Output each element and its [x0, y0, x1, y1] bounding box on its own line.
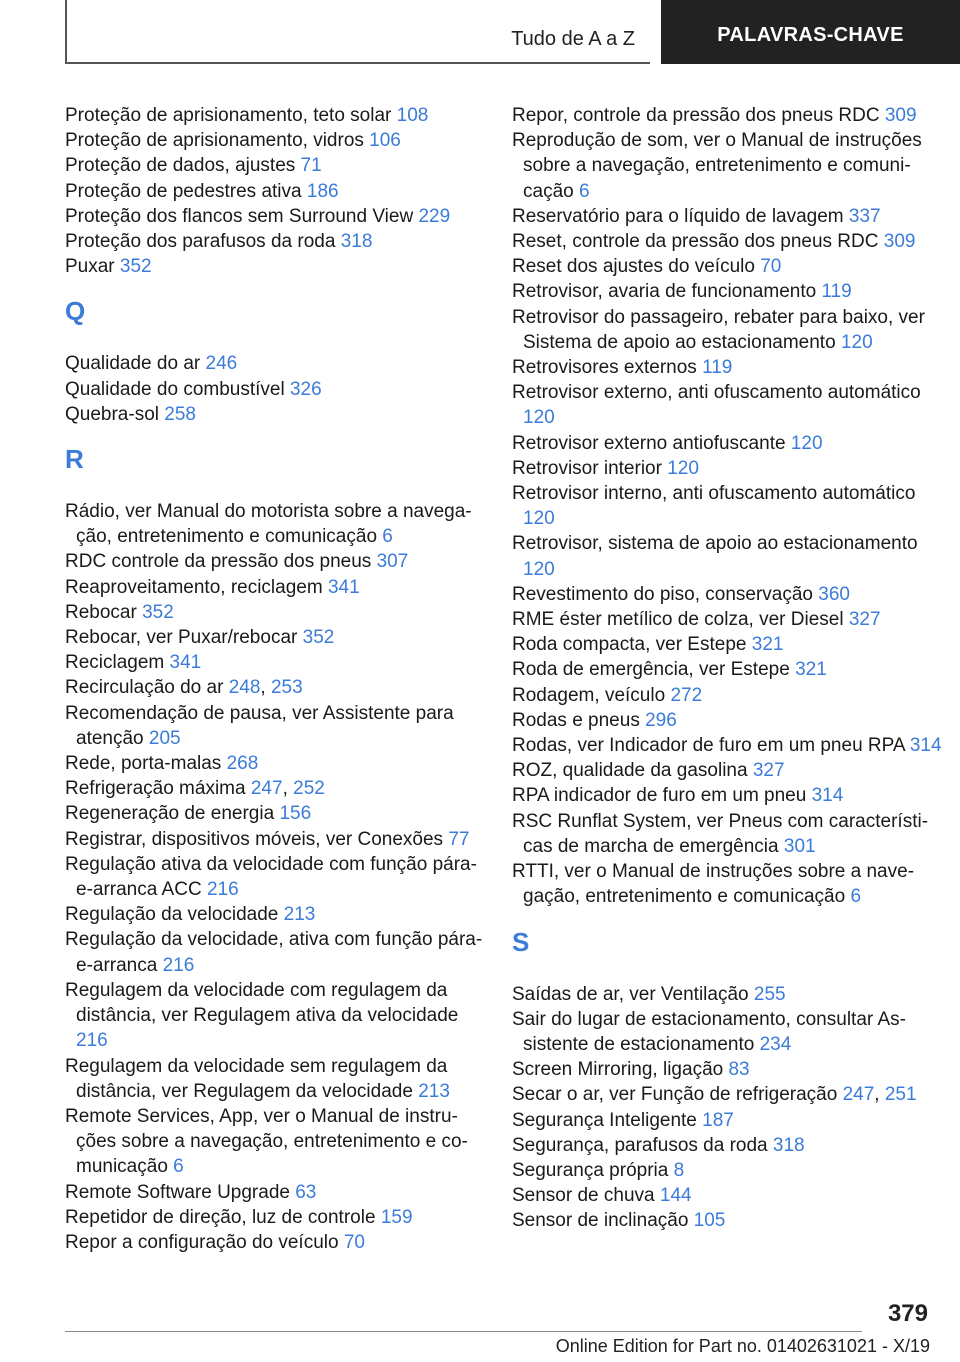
page-reference-link[interactable]: 120 — [523, 508, 555, 530]
page-reference-link[interactable]: 108 — [396, 105, 429, 126]
index-entry-text: Quebra-sol — [65, 403, 159, 425]
page-reference-link[interactable]: 216 — [76, 1030, 108, 1052]
index-entry-text: ROZ, qualidade da gasolina — [512, 760, 748, 782]
index-entry-text: Rodas e pneus — [512, 709, 640, 731]
page-reference-link[interactable]: 120 — [790, 432, 823, 454]
index-entry-text: Rebocar, ver Puxar/rebocar — [65, 627, 298, 649]
page-reference-link[interactable]: 307 — [376, 551, 409, 573]
index-entry — [512, 481, 942, 531]
index-entry — [512, 1133, 942, 1158]
page-reference-link[interactable]: 272 — [670, 684, 703, 706]
page-reference-link[interactable]: 187 — [702, 1109, 734, 1131]
page-reference-link[interactable]: 186 — [306, 180, 339, 202]
page-reference-link[interactable]: 77 — [448, 828, 470, 850]
index-entry — [512, 1158, 942, 1183]
index-entry-text: Reaproveitamento, reciclagem — [65, 576, 323, 598]
index-entry-text: Retrovisor externo, anti ofuscamento automático — [512, 382, 921, 404]
page-reference-link[interactable]: 229 — [418, 205, 451, 227]
index-entry — [512, 708, 942, 733]
page-reference-link[interactable]: 268 — [226, 753, 259, 775]
index-entry — [65, 1205, 490, 1230]
index-entry-text: Sensor de chuva — [512, 1185, 655, 1207]
index-entry — [512, 279, 942, 304]
index-entry — [65, 1054, 490, 1104]
footer-edition: Online Edition for Part no. 01402631021 - X/19 — [555, 1336, 930, 1356]
page-reference-link[interactable]: 120 — [667, 457, 699, 479]
page-reference-link[interactable]: 70 — [343, 1231, 365, 1253]
index-entry-text: RME éster metílico de colza, ver Diesel — [512, 609, 844, 631]
page-reference-link[interactable]: 119 — [821, 281, 852, 303]
index-entry — [512, 1183, 942, 1208]
index-entry-text: Secar o ar, ver Função de refrigeração — [512, 1084, 838, 1106]
page-reference-link[interactable]: 234 — [759, 1033, 792, 1055]
index-entry — [512, 103, 942, 128]
index-entry — [512, 355, 942, 380]
index-entry-text: Regulação da velocidade, ativa com função pára-e-arranca — [65, 929, 483, 976]
page-reference-link[interactable]: 296 — [645, 709, 677, 731]
chapter-tab — [661, 0, 960, 64]
index-entry-text: Proteção dos flancos sem Surround View — [65, 205, 414, 227]
index-entry-text: Reservatório para o líquido de lavagem — [512, 205, 844, 227]
index-entry: Secar o ar, ver Função de refrigeração 247, 251 — [512, 1084, 917, 1106]
page-reference-link[interactable]: 120 — [523, 558, 555, 580]
index-entry-text: Retrovisor, avaria de funcionamento — [512, 281, 817, 303]
index-entry — [512, 531, 942, 581]
page-reference-link[interactable]: 205 — [148, 727, 181, 749]
page-reference-link[interactable]: 105 — [693, 1210, 726, 1232]
page-reference-link[interactable]: 247 — [842, 1084, 875, 1106]
index-entry — [65, 827, 490, 852]
page-reference-link[interactable]: 6 — [850, 886, 862, 908]
index-entry-text: Reciclagem — [65, 652, 165, 674]
index-entry-text: Sensor de inclinação — [512, 1210, 689, 1232]
index-letter-heading: R — [65, 444, 84, 475]
page-reference-link[interactable]: 70 — [760, 256, 782, 278]
page-reference-link[interactable]: 6 — [578, 180, 590, 202]
index-entry — [65, 153, 490, 178]
index-entry — [512, 809, 942, 859]
index-entry — [512, 733, 942, 758]
page-reference-link[interactable]: 352 — [142, 601, 174, 623]
index-entry-text: Rebocar — [65, 601, 137, 623]
index-entry — [512, 204, 942, 229]
index-entry: Refrigeração máxima 247, 252 — [65, 778, 325, 800]
index-entry — [65, 600, 490, 625]
index-entry-text: Proteção de dados, ajustes — [65, 155, 296, 177]
index-entry-text: Regeneração de energia — [65, 803, 275, 825]
index-entry — [65, 1104, 490, 1180]
footer-rule — [65, 1331, 862, 1332]
index-entry — [65, 1180, 490, 1205]
index-entry-text: Rádio, ver Manual do motorista sobre a navegação, entretenimento e comunicação — [65, 501, 472, 548]
index-entry-text: Rodagem, veículo — [512, 684, 666, 706]
index-entry — [512, 582, 942, 607]
index-letter-heading: Q — [65, 296, 86, 327]
index-entry — [512, 128, 942, 204]
index-entry-text: Regulação ativa da velocidade com função pára-e-arranca ACC — [65, 853, 477, 901]
page-reference-link[interactable]: 314 — [909, 735, 942, 757]
page-reference-link[interactable]: 252 — [293, 778, 325, 800]
page-reference-link[interactable]: 321 — [795, 659, 827, 681]
index-entry — [512, 982, 942, 1007]
index-entry-text: Remote Services, App, ver o Manual de instruções sobre a navegação, entretenimento e comunicação — [65, 1105, 468, 1178]
index-entry-text: Retrovisor interno, anti ofuscamento automático — [512, 483, 916, 505]
index-entry-text: Regulagem da velocidade com regulagem da distância, ver Regulagem ativa da velocidade — [65, 979, 459, 1027]
page-reference-link[interactable]: 83 — [728, 1059, 750, 1081]
index-entry-text: Sair do lugar de estacionamento, consultar Assistente de estacionamento — [512, 1008, 906, 1055]
index-entry-text: Retrovisor interior — [512, 457, 662, 479]
page-reference-link[interactable]: 318 — [340, 231, 373, 253]
page-reference-link[interactable]: 247 — [250, 778, 283, 800]
index-entry-text: Retrovisor externo antiofuscante — [512, 432, 786, 454]
index-entry — [65, 978, 490, 1054]
page-reference-link[interactable]: 120 — [523, 407, 555, 429]
page-reference-link[interactable]: 341 — [327, 576, 360, 598]
index-entry — [65, 179, 490, 204]
index-entry — [512, 859, 942, 909]
index-entry-text: Saídas de ar, ver Ventilação — [512, 983, 749, 1005]
page-number: 379 — [887, 1300, 928, 1327]
page-reference-link[interactable]: 352 — [302, 627, 335, 649]
index-entry — [65, 650, 490, 675]
page-reference-link[interactable]: 360 — [818, 583, 850, 605]
index-entry-text: Recomendação de pausa, ver Assistente para atenção — [65, 702, 454, 749]
page-reference-link[interactable]: 71 — [300, 155, 322, 177]
index-entry — [512, 1007, 942, 1057]
page-reference-link[interactable]: 6 — [382, 526, 393, 548]
page-reference-link[interactable]: 309 — [884, 105, 917, 126]
index-entry — [65, 575, 490, 600]
index-entry — [65, 499, 490, 549]
page-reference-link[interactable]: 63 — [295, 1181, 317, 1203]
page-reference-link[interactable]: 120 — [840, 331, 873, 353]
index-entry — [512, 254, 942, 279]
page-reference-link[interactable]: 314 — [811, 785, 844, 807]
page-reference-link[interactable]: 156 — [279, 803, 312, 825]
index-entry-text: RSC Runflat System, ver Pneus com características de marcha de emergência — [512, 810, 929, 857]
index-entry-text: Retrovisores externos — [512, 357, 697, 379]
index-entry — [512, 783, 942, 808]
index-entry — [512, 607, 942, 632]
index-entry — [65, 751, 490, 776]
index-entry-text: Repor a configuração do veículo — [65, 1231, 339, 1253]
index-entry-text: Repetidor de direção, luz de controle — [65, 1206, 376, 1228]
page-reference-link[interactable]: 213 — [418, 1080, 450, 1102]
index-entry-text: Retrovisor do passageiro, rebater para baixo, ver Sistema de apoio ao estacionamento — [512, 306, 925, 353]
index-entry — [512, 305, 942, 355]
index-letter-heading: S — [512, 926, 530, 957]
index-entry: Recirculação do ar 248, 253 — [65, 677, 303, 699]
index-entry — [65, 204, 490, 229]
section-title: Tudo de A a Z — [511, 28, 635, 50]
index-entry — [65, 625, 490, 650]
index-entry-text: Reset, controle da pressão dos pneus RDC — [512, 231, 879, 253]
index-entry-text: Roda de emergência, ver Estepe — [512, 659, 790, 681]
page-reference-link[interactable]: 326 — [289, 378, 322, 400]
index-entry-text: RTTI, ver o Manual de instruções sobre a navegação, entretenimento e comunicação — [512, 861, 915, 908]
page-reference-link[interactable]: 255 — [753, 983, 786, 1005]
index-entry — [65, 852, 490, 902]
page-reference-link[interactable]: 309 — [883, 231, 916, 253]
index-entry — [65, 128, 490, 153]
index-entry-text: Screen Mirroring, ligação — [512, 1059, 724, 1081]
index-entry — [65, 377, 490, 402]
index-entry-text: Revestimento do piso, conservação — [512, 583, 813, 605]
page-reference-link[interactable]: 216 — [206, 879, 239, 901]
index-entry — [65, 701, 490, 751]
page-reference-link[interactable]: 246 — [205, 353, 238, 375]
index-entry — [65, 549, 490, 574]
chapter-tab-label: PALAVRAS-CHAVE — [717, 23, 904, 46]
page-reference-link[interactable]: 352 — [119, 256, 152, 278]
index-entry — [512, 758, 942, 783]
page-reference-link[interactable]: 318 — [772, 1134, 805, 1156]
index-entry — [512, 431, 942, 456]
index-entry — [65, 351, 490, 376]
index-entry-text: Registrar, dispositivos móveis, ver Conexões — [65, 828, 444, 850]
page-reference-link[interactable]: 258 — [164, 403, 196, 425]
index-entry-text: Puxar — [65, 256, 115, 278]
header-rule-vertical — [65, 0, 67, 64]
index-entry — [65, 1230, 490, 1255]
index-entry — [512, 657, 942, 682]
header-rule-horizontal — [65, 62, 650, 64]
index-entry — [512, 632, 942, 657]
page-reference-link[interactable]: 251 — [884, 1084, 917, 1106]
index-entry — [65, 927, 490, 977]
index-entry-text: Roda compacta, ver Estepe — [512, 634, 747, 656]
index-entry-text: Refrigeração máxima — [65, 778, 246, 800]
page-reference-link[interactable]: 321 — [751, 634, 784, 656]
index-entry-text: RDC controle da pressão dos pneus — [65, 551, 372, 573]
index-entry-text: Qualidade do ar — [65, 353, 201, 375]
page-reference-link[interactable]: 216 — [162, 954, 195, 976]
index-entry-text: Reset dos ajustes do veículo — [512, 256, 755, 278]
page-reference-link[interactable]: 119 — [702, 357, 733, 379]
index-column-left — [65, 103, 490, 1255]
page-reference-link[interactable]: 248 — [228, 677, 261, 699]
index-entry — [512, 229, 942, 254]
index-entry-text: Repor, controle da pressão dos pneus RDC — [512, 105, 880, 126]
index-entry-text: Proteção de aprisionamento, vidros — [65, 130, 364, 152]
index-entry-text: Regulagem da velocidade sem regulagem da distância, ver Regulagem da velocidade — [65, 1055, 448, 1102]
index-entry-text: Regulação da velocidade — [65, 904, 279, 926]
index-entry-text: Proteção de aprisionamento, teto solar — [65, 105, 392, 126]
page-reference-link[interactable]: 213 — [283, 904, 316, 926]
index-entry — [512, 1208, 942, 1233]
page-reference-link[interactable]: 6 — [173, 1156, 184, 1178]
index-entry — [65, 801, 490, 826]
index-entry — [512, 1108, 942, 1133]
index-entry-text: Retrovisor, sistema de apoio ao estacionamento — [512, 533, 918, 555]
index-entry — [65, 229, 490, 254]
index-entry-text: Qualidade do combustível — [65, 378, 285, 400]
index-entry-text: Segurança, parafusos da roda — [512, 1134, 768, 1156]
index-entry-text: Segurança Inteligente — [512, 1109, 697, 1131]
index-entry — [512, 380, 942, 430]
index-entry-text: Recirculação do ar — [65, 677, 224, 699]
index-entry — [65, 103, 490, 128]
index-entry-text: Proteção de pedestres ativa — [65, 180, 302, 202]
page-reference-link[interactable]: 159 — [380, 1206, 413, 1228]
page-reference-link[interactable]: 337 — [848, 205, 881, 227]
page-reference-link[interactable]: 8 — [673, 1159, 685, 1181]
index-entry — [512, 683, 942, 708]
index-entry-text: Remote Software Upgrade — [65, 1181, 290, 1203]
index-entry-text: Proteção dos parafusos da roda — [65, 231, 336, 253]
page-reference-link[interactable]: 144 — [659, 1185, 692, 1207]
page-reference-link[interactable]: 253 — [270, 677, 303, 699]
page-reference-link[interactable]: 327 — [848, 609, 881, 631]
index-entry — [65, 902, 490, 927]
index-entry-text: Segurança própria — [512, 1159, 669, 1181]
index-entry — [65, 402, 490, 427]
page-reference-link[interactable]: 341 — [169, 652, 202, 674]
index-entry-text: Rede, porta-malas — [65, 753, 222, 775]
index-entry — [512, 456, 942, 481]
page-reference-link[interactable]: 301 — [783, 835, 816, 857]
index-entry-text: RPA indicador de furo em um pneu — [512, 785, 807, 807]
index-column-right — [512, 103, 942, 1234]
index-entry-text: Rodas, ver Indicador de furo em um pneu RPA — [512, 735, 905, 757]
page-reference-link[interactable]: 327 — [752, 760, 785, 782]
index-entry-text: Reprodução de som, ver o Manual de instruções sobre a navegação, entretenimento e comunicação — [512, 130, 922, 202]
index-entry — [65, 254, 490, 279]
page-reference-link[interactable]: 106 — [369, 130, 401, 152]
index-entry — [512, 1057, 942, 1082]
